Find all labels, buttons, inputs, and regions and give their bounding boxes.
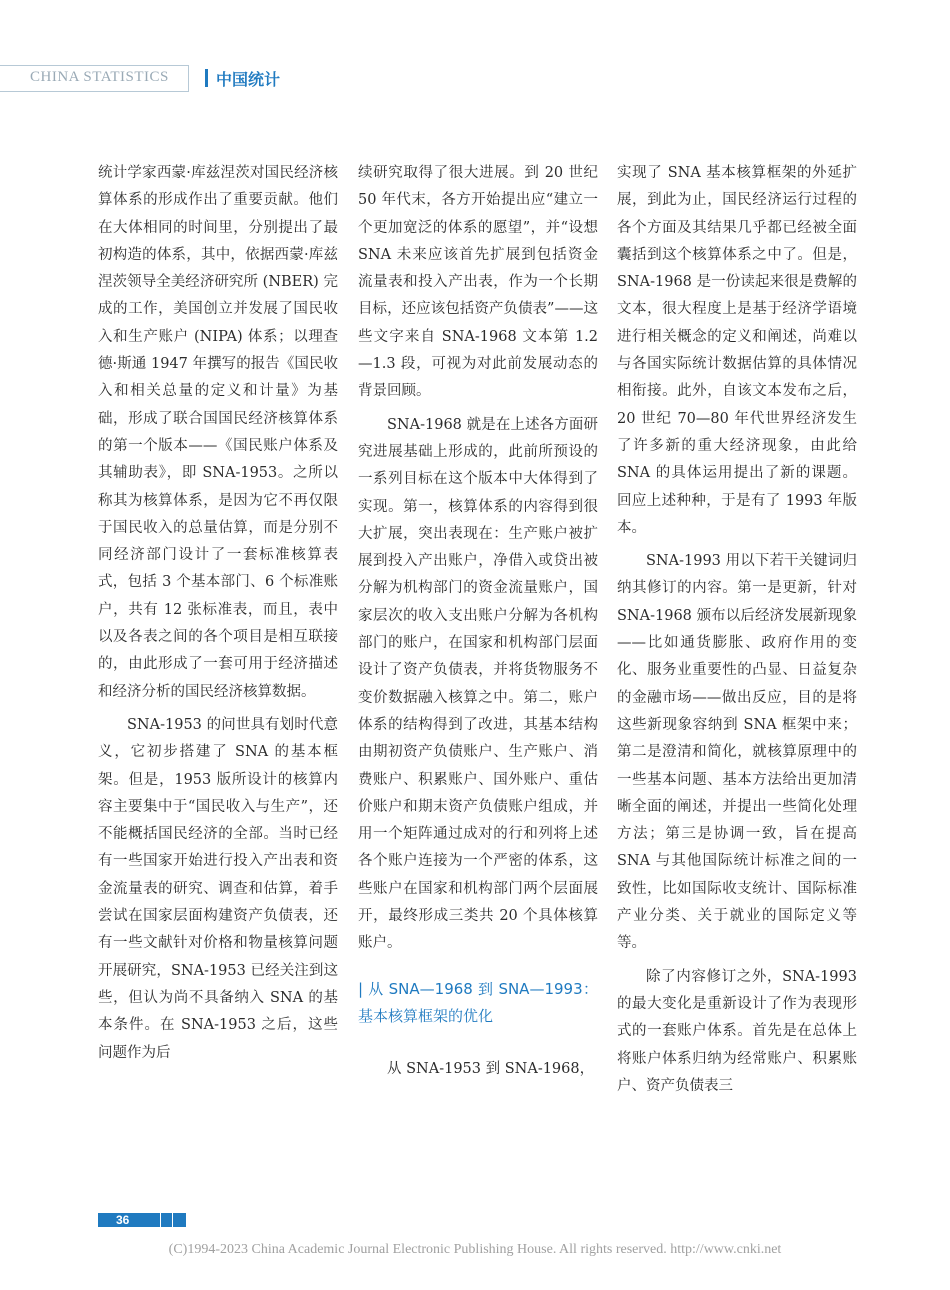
copyright-notice: (C)1994-2023 China Academic Journal Electronic Publishing House. All rights reserved. http://www.cnki.net [168,1242,782,1257]
paragraph: 续研究取得了很大进展。到 20 世纪 50 年代末，各方开始提出应“建立一个更加宽泛的体系的愿望”，并“设想 SNA 未来应该首先扩展到包括资金流量表和投入产出表，作为一个长期目标，还应该包括资产负债表”——这些文字来自 SNA-1968 文本第 1.2—1.3 段，可视为对此前发展动态的背景回顾。 [358,165,598,400]
running-header [0,65,380,92]
section-heading-text: 从 SNA—1968 到 SNA—1993：基本核算框架的优化 [358,979,598,1025]
section-heading-bar: | [358,979,364,998]
page-bar-divider [172,1213,173,1227]
paragraph: SNA-1993 用以下若干关键词归纳其修订的内容。第一是更新，针对 SNA-1968 颁布以后经济发展新现象——比如通货膨胀、政府作用的变化、服务业重要性的凸显、日益复杂的金融市场——做出反应，目的是将这些新现象容纳到 SNA 框架中来；第二是澄清和简化，就核算原理中的一些基本问题、基本方法给出更加清晰全面的阐述，并提出一些简化处理方法；第三是协调一致，旨在提高 SNA 与其他国际统计标准之间的一致性，比如国际收支统计、国际标准产业分类、关于就业的国际定义等等。 [617,553,857,952]
page-number-bar [98,1213,186,1227]
text-column-3 [617,160,857,1106]
section-heading [358,976,598,1030]
page-bar-divider [160,1213,161,1227]
paragraph: SNA-1953 的问世具有划时代意义，它初步搭建了 SNA 的基本框架。但是，1953 版所设计的核算内容主要集中于“国民收入与生产”，还不能概括国民经济的全部。当时已经有一些国家开始进行投入产出表和资金流量表的研究、调查和估算，着手尝试在国家层面构建资产负债表，还有一些文献针对价格和物量核算问题开展研究，SNA-1953 已经关注到这些，但认为尚不具备纳入 SNA 的基本条件。在 SNA-1953 之后，这些问题作为后 [98,716,338,1061]
text-column-1 [98,160,338,1073]
journal-name-en: CHINA STATISTICS [30,69,169,85]
paragraph: 除了内容修订之外，SNA-1993 的最大变化是重新设计了作为表现形式的一套账户体系。首先是在总体上将账户体系归纳为经常账户、积累账户、资产负债表三 [617,968,857,1094]
page-number: 36 [116,1213,130,1227]
journal-name-cn: 中国统计 [216,70,281,89]
paragraph: 统计学家西蒙·库兹涅茨对国民经济核算体系的形成作出了重要贡献。他们在大体相同的时间里，分别提出了最初构造的体系，其中，依据西蒙·库兹涅茨领导全美经济研究所 (NBER) 完成的工作，美国创立并发展了国民收入和生产账户 (NIPA) 体系；以理查德·斯通 1947 年撰写的报告《国民收入和相关总量的定义和计量》为基础，形成了联合国国民经济核算体系的第一个版本——《国民账户体系及其辅助表》，即 SNA-1953。之所以称其为核算体系，是因为它不再仅限于国民收入的总量估算，而是分别不同经济部门设计了一套标准核算表式，包括 3 个基本部门、6 个标准账户，共有 12 张标准表，而且，表中以及各表之间的各个项目是相互联接的，由此形成了一套可用于经济描述和经济分析的国民经济核算数据。 [98,165,338,700]
paragraph: 从 SNA-1953 到 SNA-1968， [387,1060,595,1077]
text-column-2 [358,160,598,1089]
paragraph: SNA-1968 就是在上述各方面研究进展基础上形成的，此前所预设的一系列目标在这个版本中大体得到了实现。第一，核算体系的内容得到很大扩展，突出表现在：生产账户被扩展到投入产出账户，净借入或贷出被分解为机构部门的资金流量账户，国家层次的收入支出账户分解为各机构部门的账户，在国家和机构部门层面设计了资产负债表，并将货物服务不变价数据融入核算之中。第二，账户体系的结构得到了改进，其基本结构由期初资产负债账户、生产账户、消费账户、积累账户、国外账户、重估价账户和期末资产负债账户组成，并用一个矩阵通过成对的行和列将上述各个账户连接为一个严密的体系，这些账户在国家和机构部门两个层面展开，最终形成三类共 20 个具体核算账户。 [358,416,598,952]
paragraph: 实现了 SNA 基本核算框架的外延扩展，到此为止，国民经济运行过程的各个方面及其结果几乎都已经被全面囊括到这个核算体系之中了。但是，SNA-1968 是一份读起来很是费解的文本，很大程度上是基于经济学语境进行相关概念的定义和阐述，尚难以与各国实际统计数据估算的具体情况相衔接。此外，自该文本发布之后，20 世纪 70—80 年代世界经济发生了许多新的重大经济现象，由此给 SNA 的具体运用提出了新的课题。回应上述种种，于是有了 1993 年版本。 [617,165,857,536]
header-divider-bar [205,69,208,87]
